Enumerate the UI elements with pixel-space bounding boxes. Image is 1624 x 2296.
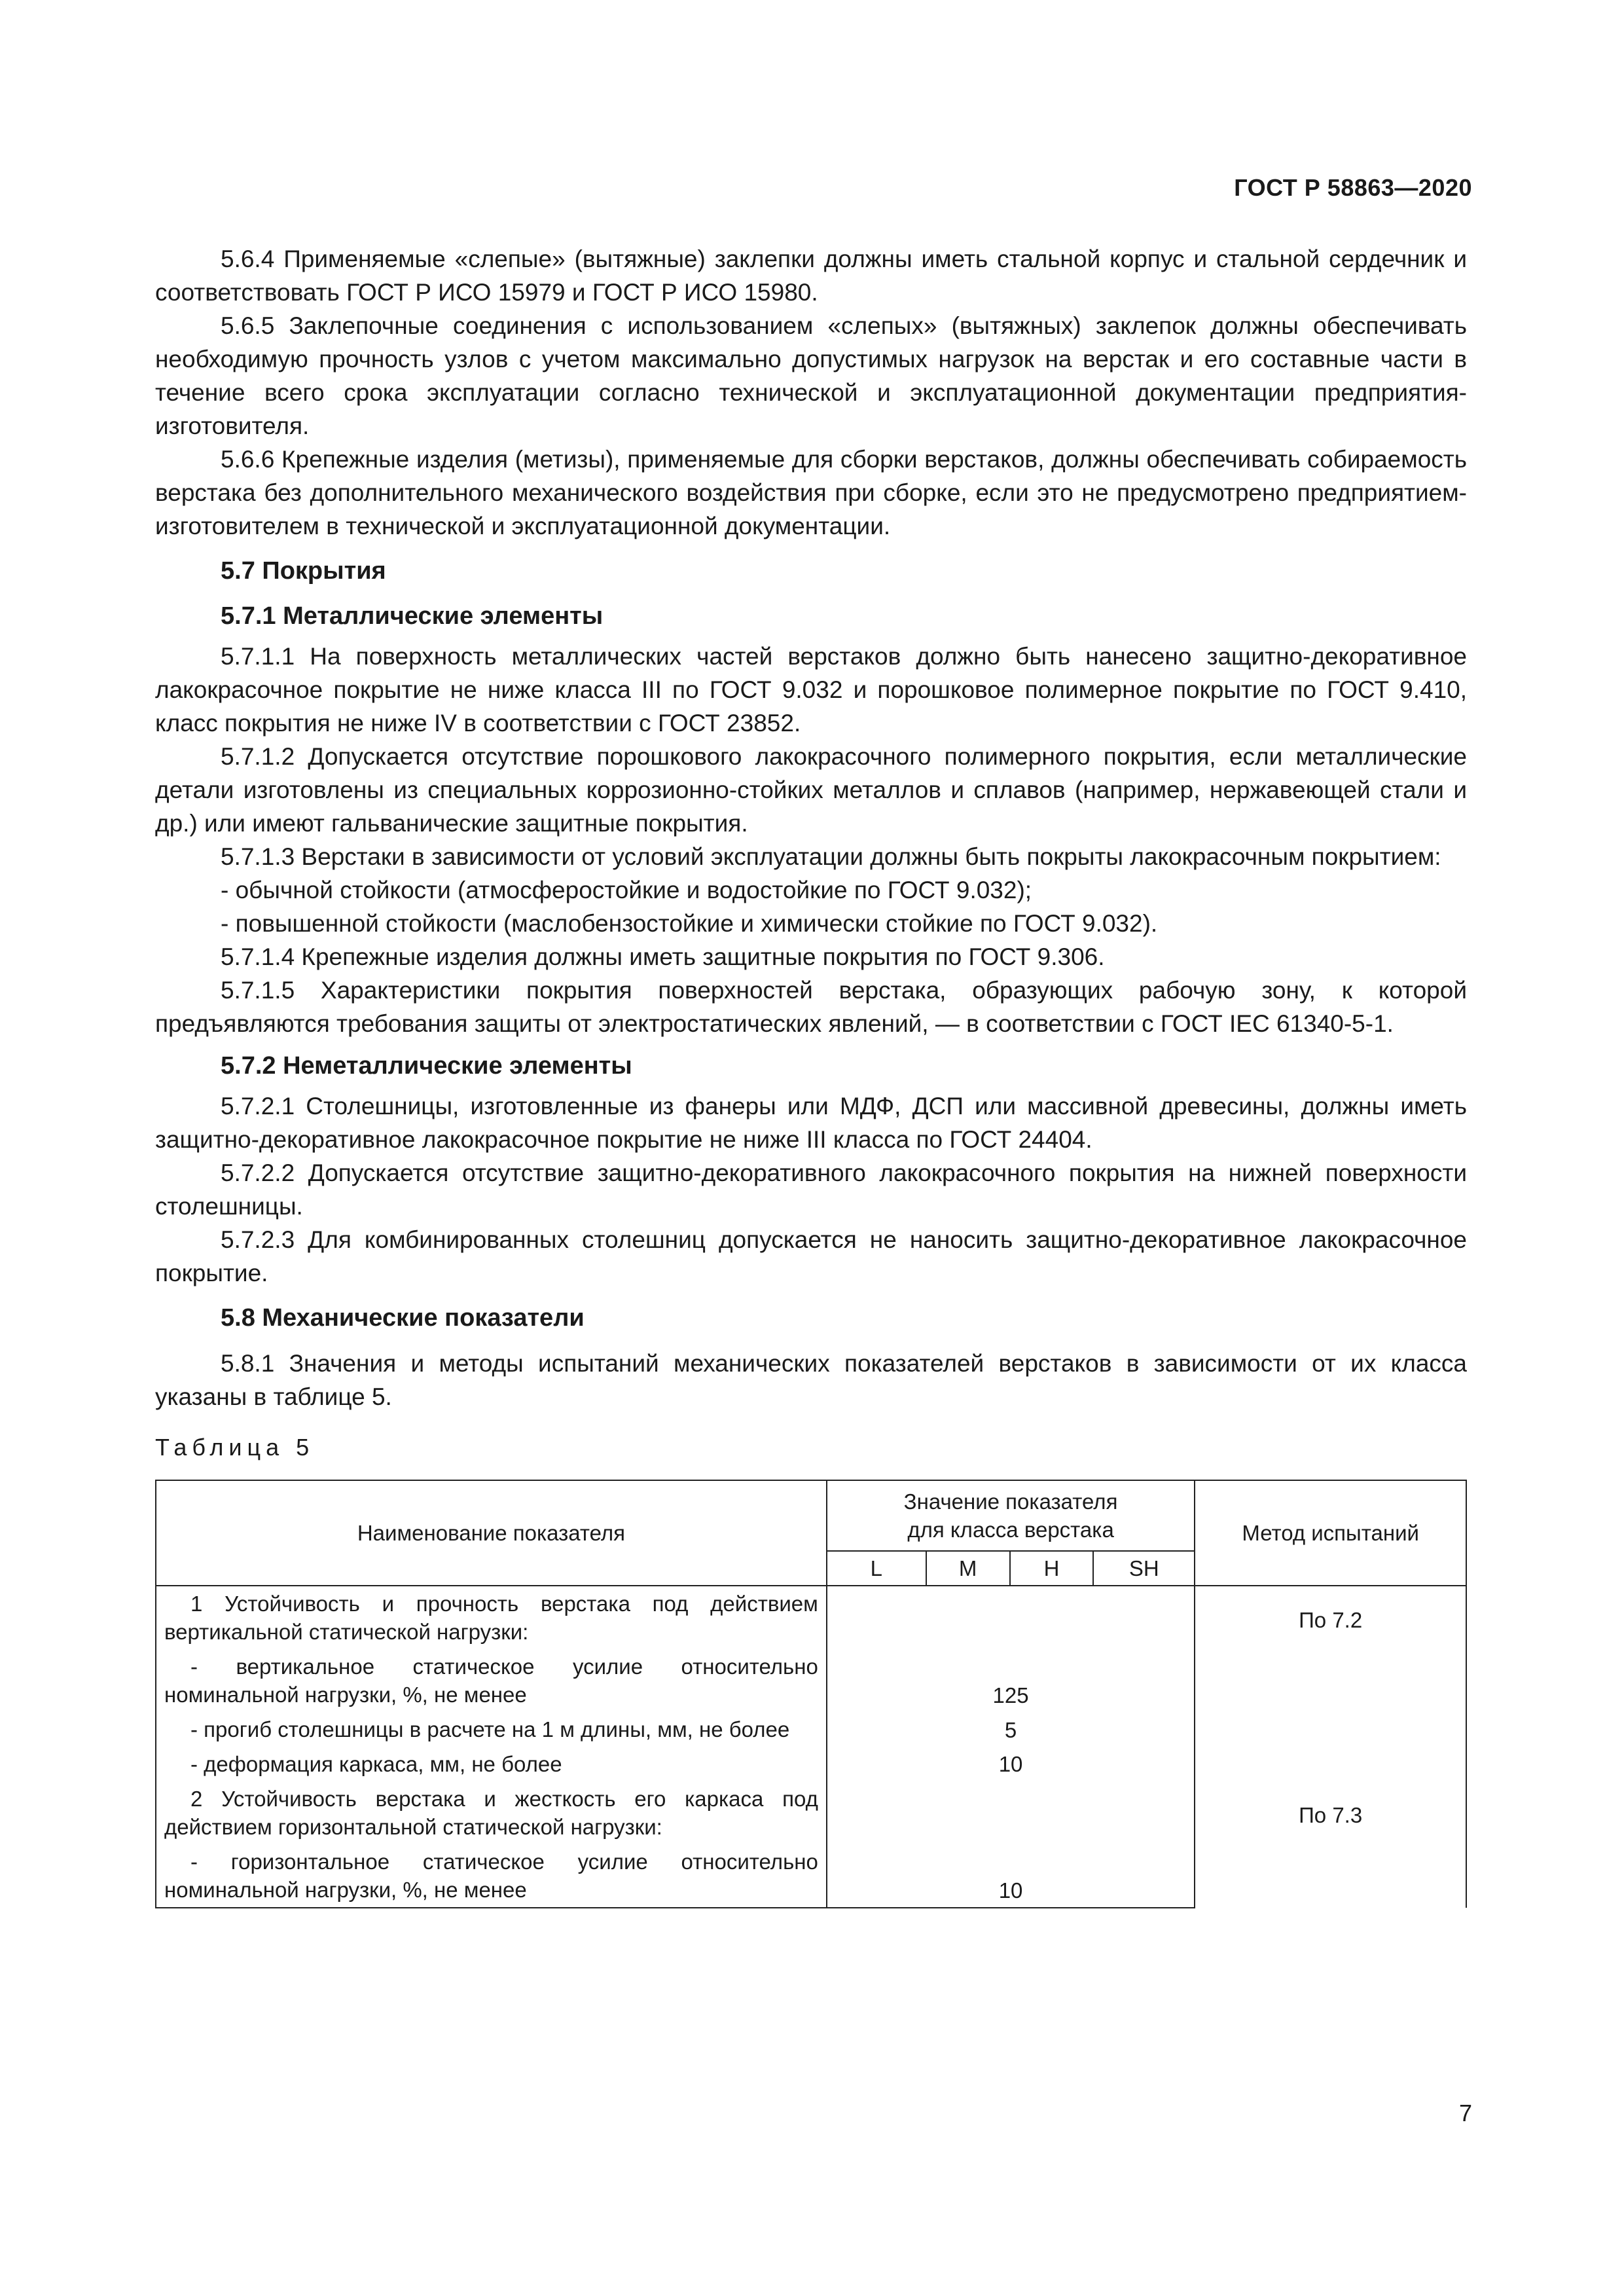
row-value: 10 bbox=[827, 1844, 1195, 1908]
row-name: 2 Устойчивость верстака и жесткость его каркаса под действием горизонтальной статической нагрузки: bbox=[156, 1781, 827, 1844]
paragraph-5-7-2-1: 5.7.2.1 Столешницы, изготовленные из фанеры или МДФ, ДСП или массивной древесины, должны иметь защитно-декоративное лакокрасочное покрытие не ниже III класса по ГОСТ 24404. bbox=[155, 1093, 1467, 1153]
row-name: 1 Устойчивость и прочность верстака под действием вертикальной статической нагрузки: bbox=[156, 1586, 827, 1649]
row-name: - деформация каркаса, мм, не более bbox=[156, 1747, 827, 1781]
list-item: - повышенной стойкости (маслобензостойкие и химически стойкие по ГОСТ 9.032). bbox=[221, 910, 1158, 937]
row-name: - прогиб столешницы в расчете на 1 м длины, мм, не более bbox=[156, 1712, 827, 1747]
row-value bbox=[827, 1781, 1195, 1844]
row-value: 5 bbox=[827, 1712, 1195, 1747]
column-header-value-line: Значение показателя bbox=[903, 1489, 1118, 1514]
row-value: 10 bbox=[827, 1747, 1195, 1781]
heading-5-7-2: 5.7.2 Неметаллические элементы bbox=[221, 1052, 632, 1080]
paragraph-5-6-5: 5.6.5 Заклепочные соединения с использованием «слепых» (вытяжных) заклепок должны обеспечивать необходимую прочность узлов с учетом максимально допустимых нагрузок на верстак и его составные части в течение всего срока эксплуатации согласно технической и эксплуатационной документации предприятия-изготовителя. bbox=[155, 312, 1467, 439]
table-row bbox=[156, 1781, 1466, 1844]
row-value bbox=[827, 1586, 1195, 1649]
row-name: - вертикальное статическое усилие относительно номинальной нагрузки, %, не менее bbox=[156, 1649, 827, 1712]
page-number: 7 bbox=[1458, 2100, 1472, 2126]
class-header: SH bbox=[1093, 1551, 1195, 1586]
document-body bbox=[155, 242, 1467, 1908]
column-header-value-line: для класса верстака bbox=[907, 1518, 1114, 1542]
paragraph-5-7-1-5: 5.7.1.5 Характеристики покрытия поверхностей верстака, образующих рабочую зону, к которой предъявляются требования защиты от электростатических явлений, — в соответствии с ГОСТ IEC 61340-5-1. bbox=[155, 977, 1467, 1037]
table-caption: Таблица 5 bbox=[155, 1434, 315, 1461]
class-header: M bbox=[926, 1551, 1010, 1586]
document-code: ГОСТ Р 58863—2020 bbox=[1234, 174, 1472, 201]
row-name: - горизонтальное статическое усилие относительно номинальной нагрузки, %, не менее bbox=[156, 1844, 827, 1908]
heading-5-7: 5.7 Покрытия bbox=[221, 557, 386, 585]
paragraph-5-7-2-2: 5.7.2.2 Допускается отсутствие защитно-декоративного лакокрасочного покрытия на нижней поверхности столешницы. bbox=[155, 1159, 1467, 1220]
heading-5-8: 5.8 Механические показатели bbox=[221, 1304, 585, 1332]
paragraph-5-7-2-3: 5.7.2.3 Для комбинированных столешниц допускается не наносить защитно-декоративное лакокрасочное покрытие. bbox=[155, 1226, 1467, 1286]
column-header-value bbox=[827, 1480, 1195, 1551]
column-header-name: Наименование показателя bbox=[156, 1480, 827, 1586]
paragraph-5-7-1-3: 5.7.1.3 Верстаки в зависимости от условий эксплуатации должны быть покрыты лакокрасочным покрытием: bbox=[221, 843, 1441, 870]
row-method: По 7.2 bbox=[1195, 1586, 1466, 1781]
paragraph-5-8-1: 5.8.1 Значения и методы испытаний механических показателей верстаков в зависимости от их класса указаны в таблице 5. bbox=[155, 1350, 1467, 1410]
class-header: L bbox=[827, 1551, 926, 1586]
row-method: По 7.3 bbox=[1195, 1781, 1466, 1908]
heading-5-7-1: 5.7.1 Металлические элементы bbox=[221, 602, 604, 630]
table-5 bbox=[155, 1480, 1467, 1908]
paragraph-5-6-6: 5.6.6 Крепежные изделия (метизы), применяемые для сборки верстаков, должны обеспечивать собираемость верстака без дополнительного механического воздействия при сборке, если это не предусмотрено предприятием-изготовителем в технической и эксплуатационной документации. bbox=[155, 446, 1467, 539]
paragraph-5-7-1-2: 5.7.1.2 Допускается отсутствие порошкового лакокрасочного полимерного покрытия, если металлические детали изготовлены из специальных коррозионно-стойких металлов и сплавов (например, нержавеющей стали и др.) или имеют гальванические защитные покрытия. bbox=[155, 743, 1467, 837]
paragraph-5-6-4: 5.6.4 Применяемые «слепые» (вытяжные) заклепки должны иметь стальной корпус и стальной сердечник и соответствовать ГОСТ Р ИСО 15979 и ГОСТ Р ИСО 15980. bbox=[155, 246, 1467, 306]
column-header-method: Метод испытаний bbox=[1195, 1480, 1466, 1586]
class-header: H bbox=[1010, 1551, 1094, 1586]
paragraph-5-7-1-1: 5.7.1.1 На поверхность металлических частей верстаков должно быть нанесено защитно-декоративное лакокрасочное покрытие не ниже класса III по ГОСТ 9.032 и порошковое полимерное покрытие по ГОСТ 9.410, класс покрытия не ниже IV в соответствии с ГОСТ 23852. bbox=[155, 643, 1467, 737]
list-item: - обычной стойкости (атмосферостойкие и водостойкие по ГОСТ 9.032); bbox=[221, 877, 1032, 903]
table-row bbox=[156, 1586, 1466, 1649]
paragraph-5-7-1-4: 5.7.1.4 Крепежные изделия должны иметь защитные покрытия по ГОСТ 9.306. bbox=[221, 943, 1105, 970]
row-value: 125 bbox=[827, 1649, 1195, 1712]
